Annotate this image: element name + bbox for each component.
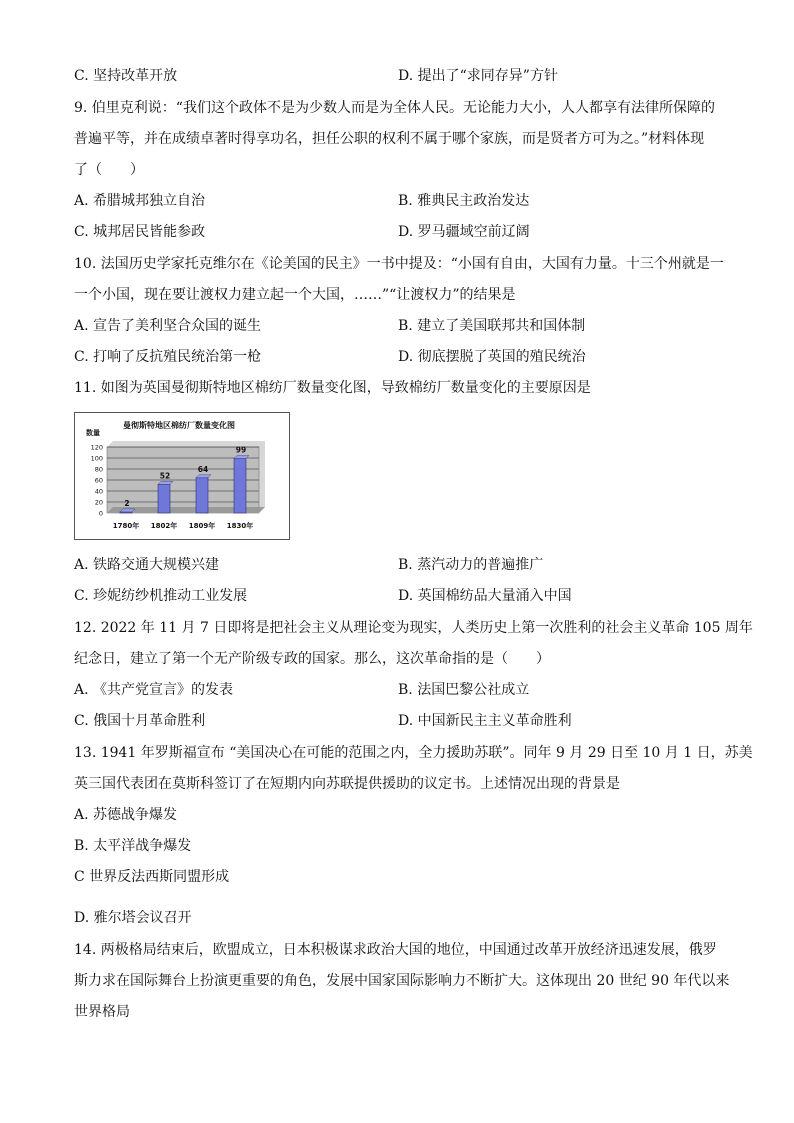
y-tick-label: 60 (94, 476, 103, 485)
bar (196, 478, 208, 513)
y-tick-label: 100 (90, 454, 103, 463)
q9-stem-line-1: 9. 伯里克利说：“我们这个政体不是为少数人而是为全体人民。无论能力大小，人人都享有法律所保障的 (74, 100, 715, 116)
q10-option-d: D. 彻底摆脱了英国的殖民统治 (398, 349, 586, 365)
chart-y-label: 数量 (86, 429, 100, 437)
chart-svg (75, 413, 289, 539)
q12-option-b: B. 法国巴黎公社成立 (398, 682, 530, 698)
q10-option-c: C. 打响了反抗殖民统治第一枪 (74, 349, 262, 365)
q9-option-a: A. 希腊城邦独立自治 (74, 193, 206, 209)
q12-option-a: A. 《共产党宣言》的发表 (74, 682, 234, 698)
q8-option-d: D. 提出了“求同存异”方针 (398, 68, 558, 84)
q13-option-c: C 世界反法西斯同盟形成 (74, 869, 230, 885)
x-tick-label: 1809年 (188, 522, 216, 530)
y-tick-label: 0 (98, 509, 103, 518)
q10-option-a: A. 宣告了美利坚合众国的诞生 (74, 318, 262, 334)
q9-option-c: C. 城邦居民皆能参政 (74, 224, 206, 240)
q13-stem-line-2: 英三国代表团在莫斯科签订了在短期内向苏联提供援助的议定书。上述情况出现的背景是 (74, 776, 620, 792)
data-label: 2 (124, 498, 130, 508)
q10-stem-line-2: 一个小国，现在要让渡权力建立起一个大国，……”“让渡权力”的结果是 (74, 287, 516, 303)
q12-stem-line-2: 纪念日，建立了第一个无产阶级专政的国家。那么，这次革命指的是（ ） (74, 651, 550, 667)
q14-stem-line-2: 斯力求在国际舞台上扮演更重要的角色，发展中国家国际影响力不断扩大。这体现出 20 世纪 90 年代以来 (74, 973, 730, 989)
q13-stem-line-1: 13. 1941 年罗斯福宣布 “美国决心在可能的范围之内，全力援助苏联”。同年 9 月 29 日至 10 月 1 日，苏美 (74, 745, 753, 761)
data-label: 64 (197, 464, 209, 474)
y-tick-label: 120 (90, 443, 103, 452)
bar (158, 484, 170, 513)
data-label: 52 (159, 471, 171, 481)
x-tick-label: 1830年 (226, 522, 254, 530)
q13-option-d: D. 雅尔塔会议召开 (74, 910, 192, 926)
q12-option-d: D. 中国新民主主义革命胜利 (398, 713, 572, 729)
data-label: 99 (235, 445, 247, 455)
y-tick-label: 40 (94, 487, 103, 496)
q11-option-c: C. 珍妮纺纱机推动工业发展 (74, 588, 248, 604)
x-tick-label: 1780年 (112, 522, 140, 530)
q13-option-a: A. 苏德战争爆发 (74, 807, 178, 823)
q11-stem-line-1: 11. 如图为英国曼彻斯特地区棉纺厂数量变化图，导致棉纺厂数量变化的主要原因是 (74, 380, 591, 396)
y-tick-label: 20 (94, 498, 103, 507)
q9-stem-line-2: 普遍平等，并在成绩卓著时得享功名，担任公职的权利不属于哪个家族，而是贤者方可为之。”材料体现 (74, 131, 705, 147)
q11-option-d: D. 英国棉纺品大量涌入中国 (398, 588, 572, 604)
q12-option-c: C. 俄国十月革命胜利 (74, 713, 206, 729)
q11-option-a: A. 铁路交通大规模兴建 (74, 557, 220, 573)
q14-stem-line-3: 世界格局 (74, 1004, 130, 1020)
q10-option-b: B. 建立了美国联邦共和国体制 (398, 318, 586, 334)
q11-option-b: B. 蒸汽动力的普遍推广 (398, 557, 544, 573)
q9-option-b: B. 雅典民主政治发达 (398, 193, 530, 209)
q13-option-b: B. 太平洋战争爆发 (74, 838, 192, 854)
q12-stem-line-1: 12. 2022 年 11 月 7 日即将是把社会主义从理论变为现实，人类历史上第一次胜利的社会主义革命 105 周年 (74, 620, 753, 636)
chart-title: 曼彻斯特地区棉纺厂数量变化图 (123, 421, 235, 430)
q9-option-d: D. 罗马疆域空前辽阔 (398, 224, 530, 240)
x-tick-label: 1802年 (150, 522, 178, 530)
q9-stem-line-3: 了（ ） (74, 162, 144, 178)
bar (234, 459, 246, 513)
q8-option-c: C. 坚持改革开放 (74, 68, 178, 84)
q10-stem-line-1: 10. 法国历史学家托克维尔在《论美国的民主》一书中提及：“小国有自由，大国有力量。十三个州就是一 (74, 256, 724, 272)
q14-stem-line-1: 14. 两极格局结束后，欧盟成立，日本积极谋求政治大国的地位，中国通过改革开放经济迅速发展，俄罗 (74, 942, 717, 958)
y-tick-label: 80 (94, 465, 103, 474)
cotton-mill-chart (74, 412, 290, 540)
